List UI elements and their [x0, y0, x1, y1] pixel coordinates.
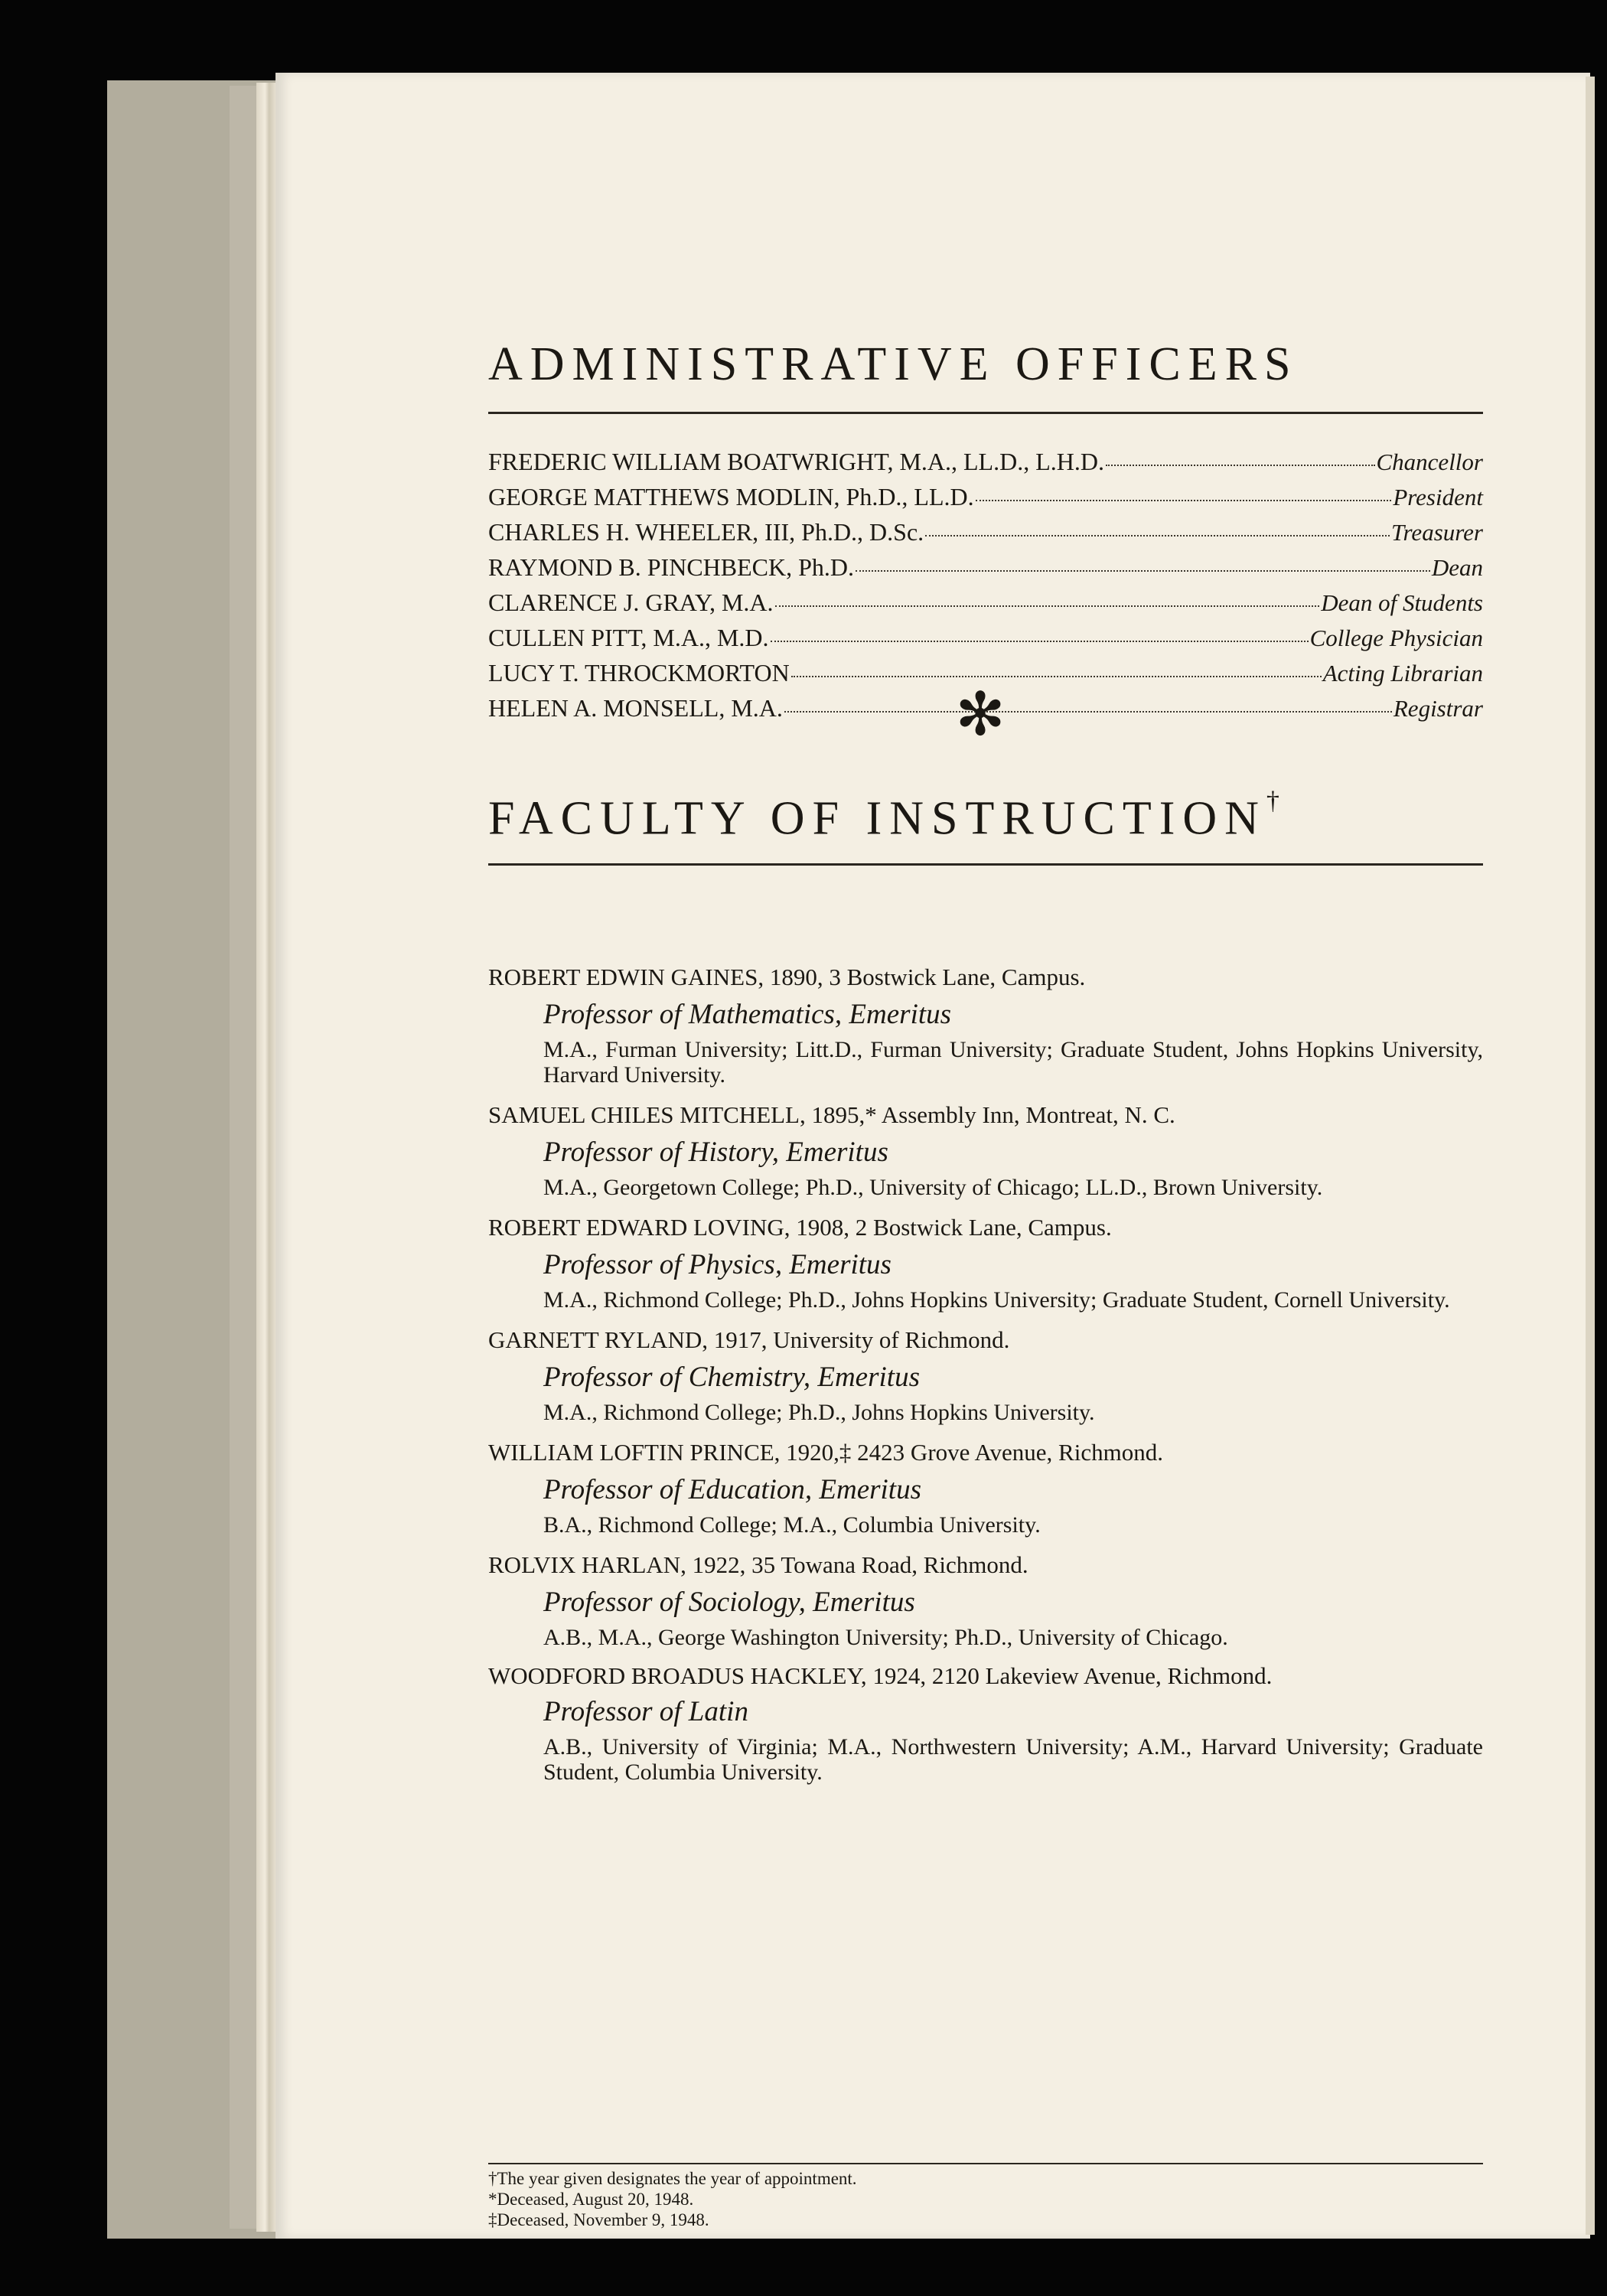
footnote: †The year given designates the year of appointment.	[488, 2169, 857, 2188]
faculty-title: Professor of Chemistry, Emeritus	[543, 1362, 920, 1393]
officer-name: HELEN A. MONSELL, M.A.	[488, 694, 783, 722]
officer-title: Dean	[1431, 554, 1483, 581]
officer-row	[488, 448, 1483, 483]
leader-dots	[775, 605, 1320, 607]
page-leaf-edges	[256, 83, 278, 2232]
faculty-entry	[488, 1325, 1483, 1425]
officer-row	[488, 518, 1483, 553]
asterisk-ornament-icon: ✻	[955, 681, 1006, 748]
faculty-entry	[488, 962, 1483, 1088]
faculty-title: Professor of Latin	[543, 1696, 748, 1727]
admin-heading: ADMINISTRATIVE OFFICERS	[488, 338, 1299, 390]
officer-name: FREDERIC WILLIAM BOATWRIGHT, M.A., LL.D., L.H.D.	[488, 448, 1104, 475]
faculty-title: Professor of Education, Emeritus	[543, 1474, 921, 1505]
faculty-name-line: ROBERT EDWARD LOVING, 1908, 2 Bostwick Lane, Campus.	[488, 1214, 1112, 1241]
officer-name: CLARENCE J. GRAY, M.A.	[488, 589, 774, 616]
officer-title: Chancellor	[1376, 448, 1483, 475]
faculty-entry	[488, 1662, 1483, 1785]
faculty-degrees: M.A., Furman University; Litt.D., Furman University; Graduate Student, Johns Hopkins University, Harvard University.	[543, 1037, 1483, 1088]
dagger-mark: †	[1266, 787, 1279, 815]
leader-dots	[791, 676, 1322, 677]
faculty-name-line: ROBERT EDWIN GAINES, 1890, 3 Bostwick Lane, Campus.	[488, 964, 1086, 990]
leader-dots	[856, 570, 1430, 572]
leader-dots	[784, 711, 1392, 713]
footnote: *Deceased, August 20, 1948.	[488, 2190, 694, 2209]
officer-row	[488, 483, 1483, 518]
footnote: ‡Deceased, November 9, 1948.	[488, 2210, 709, 2229]
officer-title: Dean of Students	[1321, 589, 1483, 616]
faculty-entry	[488, 1437, 1483, 1538]
leader-dots	[771, 641, 1309, 642]
officer-title: Registrar	[1393, 695, 1483, 722]
faculty-name-line: WOODFORD BROADUS HACKLEY, 1924, 2120 Lakeview Avenue, Richmond.	[488, 1662, 1273, 1689]
faculty-entry	[488, 1100, 1483, 1200]
leader-dots	[1106, 465, 1375, 466]
officer-name: CULLEN PITT, M.A., M.D.	[488, 624, 769, 651]
admin-heading-rule	[488, 412, 1483, 414]
officer-title: Treasurer	[1390, 519, 1483, 546]
leader-dots	[925, 535, 1390, 536]
faculty-degrees: B.A., Richmond College; M.A., Columbia University.	[543, 1512, 1041, 1538]
faculty-name-line: SAMUEL CHILES MITCHELL, 1895,* Assembly Inn, Montreat, N. C.	[488, 1101, 1175, 1128]
officer-title: Acting Librarian	[1322, 660, 1483, 687]
officer-name: LUCY T. THROCKMORTON	[488, 659, 790, 687]
faculty-title: Professor of Sociology, Emeritus	[543, 1587, 915, 1618]
footnotes	[488, 2168, 1483, 2230]
document-page	[275, 73, 1590, 2239]
officer-name: CHARLES H. WHEELER, III, Ph.D., D.Sc.	[488, 518, 924, 546]
faculty-name-line: ROLVIX HARLAN, 1922, 35 Towana Road, Richmond.	[488, 1551, 1028, 1578]
faculty-degrees: M.A., Richmond College; Ph.D., Johns Hopkins University; Graduate Student, Cornell University.	[543, 1287, 1450, 1313]
officer-title: President	[1393, 484, 1483, 510]
officer-row	[488, 624, 1483, 659]
faculty-entry	[488, 1212, 1483, 1313]
faculty-heading-rule	[488, 863, 1483, 866]
faculty-degrees: A.B., University of Virginia; M.A., Northwestern University; A.M., Harvard University; Graduate Student, Columbia University.	[543, 1734, 1483, 1785]
leader-dots	[976, 500, 1392, 501]
officer-row	[488, 553, 1483, 589]
page-right-edge	[1586, 77, 1595, 2235]
faculty-title: Professor of History, Emeritus	[543, 1137, 888, 1168]
faculty-name-line: GARNETT RYLAND, 1917, University of Richmond.	[488, 1326, 1010, 1353]
faculty-degrees: A.B., M.A., George Washington University; Ph.D., University of Chicago.	[543, 1625, 1228, 1650]
faculty-degrees: M.A., Richmond College; Ph.D., Johns Hopkins University.	[543, 1400, 1095, 1425]
officer-title: College Physician	[1309, 625, 1483, 651]
faculty-name-line: WILLIAM LOFTIN PRINCE, 1920,‡ 2423 Grove Avenue, Richmond.	[488, 1439, 1163, 1466]
faculty-entry	[488, 1550, 1483, 1650]
footnote-rule	[488, 2163, 1483, 2164]
faculty-list	[488, 962, 1483, 1797]
faculty-title: Professor of Physics, Emeritus	[543, 1249, 892, 1280]
officer-row	[488, 589, 1483, 624]
officer-name: RAYMOND B. PINCHBECK, Ph.D.	[488, 553, 855, 581]
faculty-title: Professor of Mathematics, Emeritus	[543, 999, 952, 1030]
faculty-degrees: M.A., Georgetown College; Ph.D., University of Chicago; LL.D., Brown University.	[543, 1175, 1323, 1200]
officer-name: GEORGE MATTHEWS MODLIN, Ph.D., LL.D.	[488, 483, 974, 510]
faculty-heading: FACULTY OF INSTRUCTION†	[488, 787, 1279, 845]
